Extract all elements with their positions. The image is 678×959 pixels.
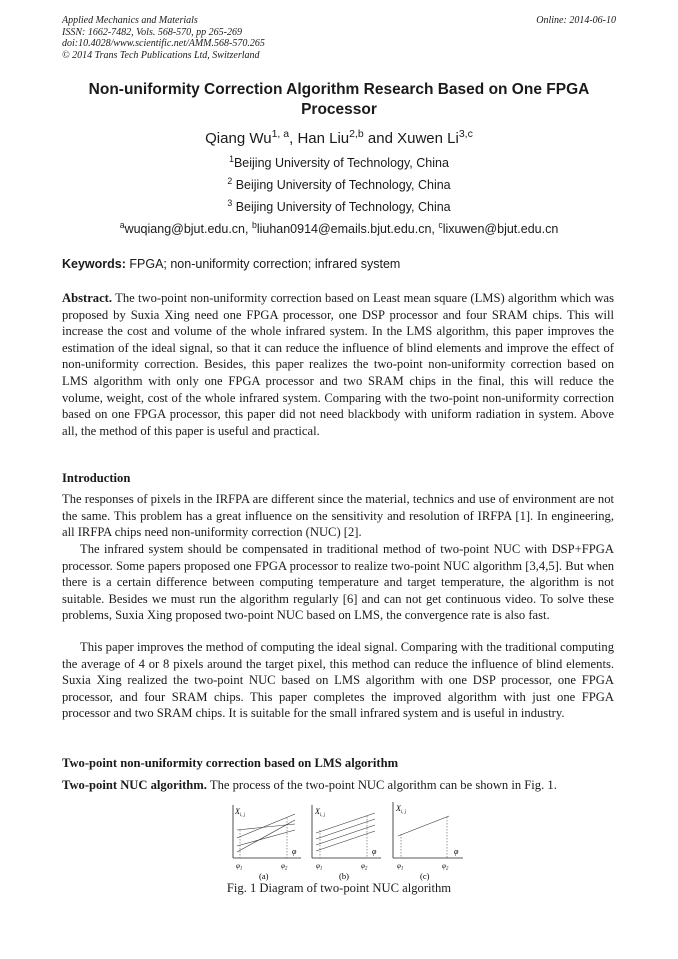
affiliation: [62, 175, 616, 192]
x2-label: $\varphi_2$: [281, 862, 288, 872]
response-line: [316, 831, 375, 851]
email-link[interactable]: liuhan0914@emails.bjut.edu.cn,: [256, 222, 439, 236]
affiliation-text: Beijing University of Technology, China: [233, 156, 449, 170]
author-name: Han Liu: [297, 130, 350, 147]
subsection-label: Two-point NUC algorithm.: [62, 778, 207, 792]
x-axis-label: φ: [372, 847, 377, 856]
response-line: [237, 820, 295, 852]
subsection-text: The process of the two-point NUC algorithm can be shown in Fig. 1.: [206, 778, 557, 792]
abstract-text: The two-point non-uniformity correction based on Least mean square (LMS) algorithm which was proposed by Suxia Xing need one FPGA processor, one DSP processor and four SRAM chips. This will increase the cost and volume of the whole infrared system. In the LMS algorithm, this paper improves the estimation of the ideal signal, so that it can reduce the influence of blind elements and improve the effect of non-uniformity correction. Besides, this paper realizes the two-point non-uniformity correction based on LMS algorithm with only one FPGA processor and two SRAM chips in the final, this will reduce the volume, weight, cost of the whole infrared system. Comparing with the two-point non-uniformity correction based on one FPGA processor, this paper did not need blackbody with uniform radiation in system. Above all, the method of this paper is useful and practical.: [62, 291, 614, 438]
journal-name: Applied Mechanics and Materials: [62, 15, 198, 26]
email-link[interactable]: wuqiang@bjut.edu.cn,: [124, 222, 252, 236]
response-line: [398, 816, 449, 836]
x1-label: $\varphi_1$: [397, 862, 404, 872]
affiliation: [62, 197, 616, 214]
panel-a: [233, 805, 301, 881]
journal-issn: ISSN: 1662-7482, Vols. 568-570, pp 265-269: [62, 26, 242, 38]
x-axis-label: φ: [292, 847, 297, 856]
section-heading-introduction: Introduction: [62, 471, 131, 485]
email-sup: a: [119, 219, 125, 230]
affiliation-text: Beijing University of Technology, China: [232, 178, 451, 192]
x2-label: $\varphi_2$: [442, 862, 449, 872]
keywords: [62, 257, 616, 271]
author-sup: 2,b: [349, 128, 364, 140]
paper-title: Non-uniformity Correction Algorithm Research Based on One FPGA Processor: [88, 81, 590, 118]
email-sup: b: [251, 219, 257, 230]
author-separator: and: [363, 130, 398, 147]
x-axis-label: φ: [454, 847, 459, 856]
intro-paragraph-1: The responses of pixels in the IRFPA are different since the material, technics and use of environment are not the same. This problem has a great influence on the sensitivity and resolution of IRFPA [1]. In engineering, all IRFPA chips need non-uniformity correction (NUC) [2].: [62, 492, 614, 540]
keywords-label: Keywords:: [62, 257, 126, 271]
affiliation-sup: 2: [227, 175, 233, 186]
author-separator: ,: [289, 130, 298, 147]
author-sup: 1, a: [271, 128, 290, 140]
affiliation-text: Beijing University of Technology, China: [232, 200, 451, 214]
y-axis-label: $X_{i, j}$: [396, 804, 407, 815]
subsection-paragraph: [62, 777, 614, 794]
y-axis-label: $X_{i, j}$: [235, 807, 246, 818]
affiliation-sup: 3: [227, 197, 233, 208]
author-name: Xuwen Li: [397, 130, 459, 147]
journal-doi[interactable]: doi:10.4028/www.scientific.net/AMM.568-570.265: [62, 38, 265, 49]
author-name: Qiang Wu: [205, 130, 272, 147]
response-line: [316, 819, 375, 839]
y-axis-label: $X_{i, j}$: [315, 807, 326, 818]
intro-paragraph-3: This paper improves the method of computing the ideal signal. Comparing with the traditional computing the average of 4 or 8 pixels around the target pixel, this method can reduce the influence of blind elements. Suxia Xing realized the two-point NUC based on LMS algorithm with one DSP processor, one FPGA processor, and four SRAM chips. This paper completes the improved algorithm with just one FPGA processor and two SRAM chips. It is suitable for the small infrared system and is useful in industry.: [62, 640, 614, 721]
author-sup: 3,c: [458, 128, 473, 140]
email-sup: c: [438, 219, 443, 230]
author-list: [62, 130, 616, 147]
journal-header: [62, 15, 616, 61]
response-line: [237, 814, 295, 838]
figure-1-diagram: [225, 800, 465, 884]
x1-label: $\varphi_1$: [236, 862, 243, 872]
panel-b: [312, 805, 381, 881]
response-line: [237, 830, 295, 846]
intro-paragraph-2: The infrared system should be compensated in traditional method of two-point NUC with DSP+FPGA processor. Some papers proposed one FPGA processor to realize two-point NUC algorithm [3,4,5]. But when there is a certain difference between computing temperature and target temperature, the algorithm is not suitable. Besides we must run the algorithm regularly [6] and can not get continuous video. To solve these problems, Suxia Xing proposed two-point NUC based on LMS, the convergence rate is also fast.: [62, 542, 614, 623]
journal-copyright: © 2014 Trans Tech Publications Ltd, Switzerland: [62, 49, 260, 61]
email-list: [62, 219, 616, 236]
abstract-label: Abstract.: [62, 291, 113, 305]
email-link[interactable]: lixuwen@bjut.edu.cn: [442, 222, 559, 236]
figure-caption: Fig. 1 Diagram of two-point NUC algorithm: [226, 881, 452, 895]
panel-label: (c): [420, 871, 430, 881]
affiliation: [62, 153, 616, 170]
abstract: [62, 290, 614, 439]
panel-c: [393, 802, 463, 881]
response-line: [316, 825, 375, 845]
section-heading-lms: Two-point non-uniformity correction based on LMS algorithm: [62, 756, 399, 770]
x2-label: $\varphi_2$: [361, 862, 368, 872]
online-date: Online: 2014-06-10: [536, 15, 616, 26]
x1-label: $\varphi_1$: [316, 862, 323, 872]
panel-label: (a): [259, 871, 269, 881]
keywords-text: FPGA; non-uniformity correction; infrared system: [125, 257, 401, 271]
affiliation-sup: 1: [229, 153, 234, 164]
panel-label: (b): [339, 871, 349, 881]
